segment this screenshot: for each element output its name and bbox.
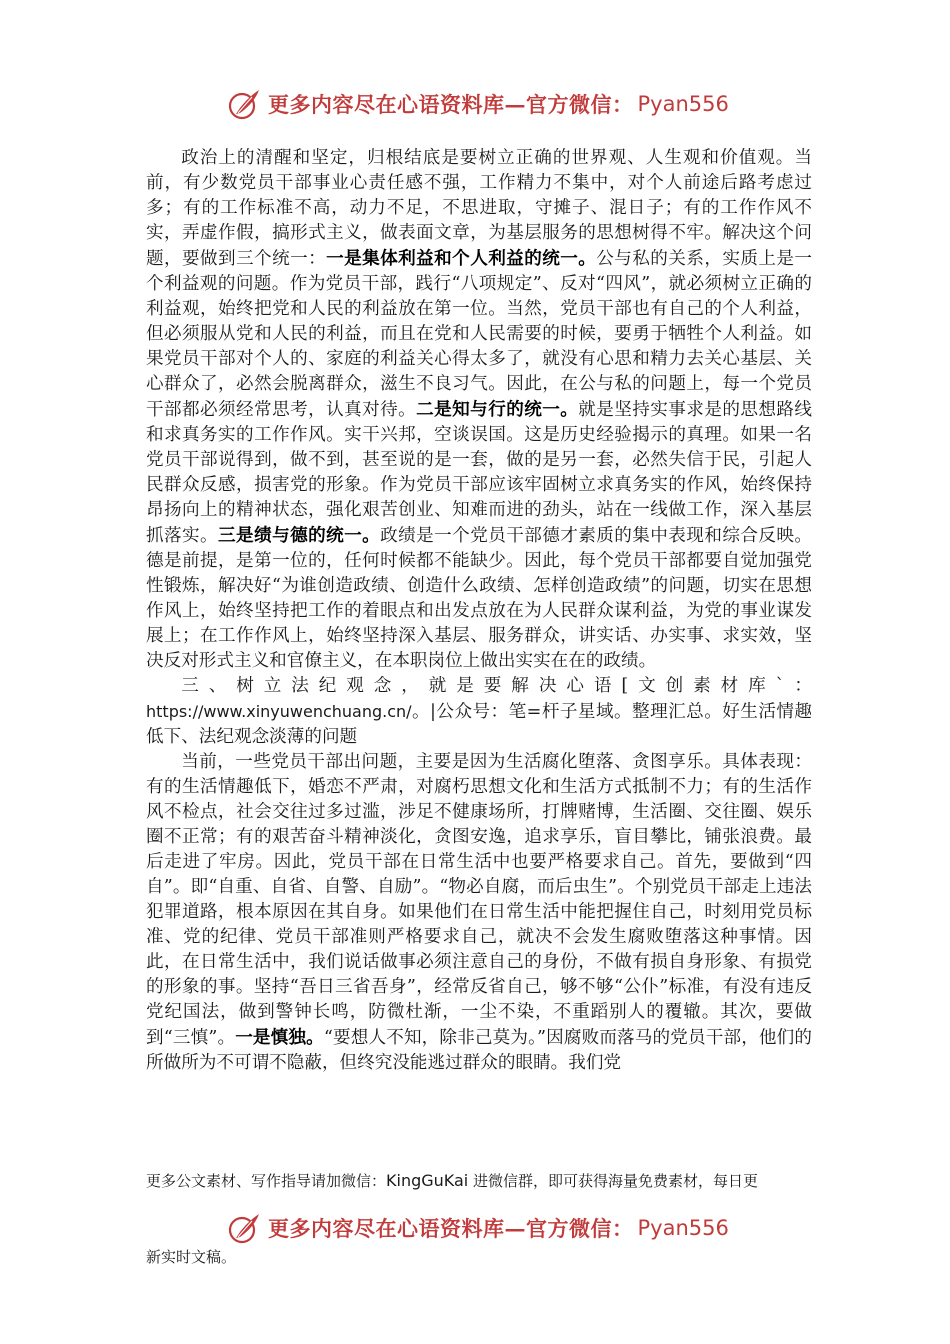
bold-point-3: 三是绩与德的统一。 [218, 525, 381, 546]
text-run: 政绩是一个党员干部德才素质的集中表现和综合反映。德是前提，是第一位的，任何时候都不能缺少。因此，每个党员干部都要自觉加强党性锻炼，解决好“为谁创造政绩、创造什么政绩、怎样创造政绩”的问题，切实在思想作风上，始终坚持把工作的着眼点和出发点放在为人民群众谋利益，为党的事业谋发展上；在工作作风上，始终坚持深入基层、服务群众，讲实话、办实事、求实效，坚决反对形式主义和官僚主义，在本职岗位上做出实实在在的政绩。 [146, 526, 812, 671]
heading-text: 。|公众号：笔=杆子星域。整理汇总。好生活情趣低下、法纪观念淡薄的问题 [146, 702, 812, 747]
heading-text: 三、树立法纪观念，就是要解决心语[文创素材库`： [181, 676, 812, 696]
footer-wechat-id: KingGuKai [386, 1171, 469, 1190]
feather-pen-circle-icon [226, 1210, 262, 1246]
footer-text: 更多公文素材、写作指导请加微信： [146, 1172, 387, 1190]
text-run: 就是坚持实事求是的思想路线和求真务实的工作作风。实干兴邦，空谈误国。这是历史经验揭示的真理。如果一名党员干部说得到，做不到，甚至说的是一套，做的是另一套，必然失信于民，引起人民群众反感，损害党的形象。作为党员干部应该牢固树立求真务实的作风，始终保持昂扬向上的精神状态，强化艰苦创业、知难而进的劲头，站在一线做工作，深入基层抓落实。 [146, 400, 812, 546]
text-run: “要想人不知，除非己莫为。”因腐败而落马的党员干部，他们的所做所为不可谓不隐蔽，但终究没能逃过群众的眼睛。我们党 [146, 1028, 812, 1073]
banner-wechat-id: Pyan556 [637, 1216, 729, 1240]
bold-point-1: 一是集体利益和个人利益的统一。 [326, 248, 597, 269]
banner-text: 更多内容尽在心语资料库—官方微信： [268, 1216, 634, 1241]
text-run: 公与私的关系，实质上是一个利益观的问题。作为党员干部，践行“八项规定”、反对“四风”，就必须树立正确的利益观，始终把党和人民的利益放在第一位。当然，党员干部也有自己的个人利益，但必须服从党和人民的利益，而且在党和人民需要的时候，要勇于牺牲个人利益。如果党员干部对个人的、家庭的利益关心得太多了，就没有心思和精力去关心基层、关心群众了，必然会脱离群众，滋生不良习气。因此，在公与私的问题上，每一个党员干部都必须经常思考，认真对待。 [146, 249, 812, 420]
text-run: 当前，一些党员干部出问题，主要是因为生活腐化堕落、贪图享乐。具体表现：有的生活情趣低下，婚恋不严肃，对腐朽思想文化和生活方式抵制不力；有的生活作风不检点，社会交往过多过滥，涉足不健康场所，打牌赌博，生活圈、交往圈、娱乐圈不正常；有的艰苦奋斗精神淡化，贪图安逸，追求享乐，盲目攀比，铺张浪费。最后走进了牢房。因此，党员干部在日常生活中也要严格要求自己。首先，要做到“四自”。即“自重、自省、自警、自励”。“物必自腐，而后虫生”。个别党员干部走上违法犯罪道路，根本原因在其自身。如果他们在日常生活中能把握住自己，时刻用党员标准、党的纪律、党员干部准则严格要求自己，就决不会发生腐败堕落这种事情。因此，在日常生活中，我们说话做事必须注意自己的身份，不做有损自身形象、有损党的形象的事。坚持“吾日三省吾身”，经常反省自己，够不够“公仆”标准，有没有违反党纪国法，做到警钟长鸣，防微杜渐，一尘不染，不重蹈别人的覆辙。其次，要做到“三慎”。 [146, 752, 812, 1048]
feather-pen-circle-icon [226, 86, 262, 122]
bold-point-4: 一是慎独。 [235, 1027, 324, 1048]
paragraph-discipline [146, 750, 812, 1076]
text-run: 政治上的清醒和坚定，归根结底是要树立正确的世界观、人生观和价值观。当前，有少数党员干部事业心责任感不强，工作精力不集中，对个人前途后路考虑过多；有的工作标准不高，动力不足，不思进取，守摊子、混日子；有的工作作风不实，弄虚作假，搞形式主义，做表面文章，为基层服务的思想树得不牢。解决这个问题，要做到三个统一： [146, 148, 812, 269]
bold-point-2: 二是知与行的统一。 [416, 399, 579, 420]
footer-promo [146, 1170, 812, 1192]
footer-text-continued: 新实时文稿。 [146, 1248, 237, 1266]
paragraph-unity [146, 146, 812, 674]
banner-wechat-id: Pyan556 [637, 92, 729, 116]
source-url-link[interactable]: https://www.xinyuwenchuang.cn/ [146, 702, 412, 721]
section-heading-3 [146, 674, 812, 750]
banner-text: 更多内容尽在心语资料库—官方微信： [268, 92, 634, 117]
header-banner [226, 84, 746, 124]
document-body [146, 146, 812, 1076]
footer-banner [226, 1208, 746, 1248]
footer-text: 进微信群，即可获得海量免费素材，每日更 [473, 1172, 759, 1190]
